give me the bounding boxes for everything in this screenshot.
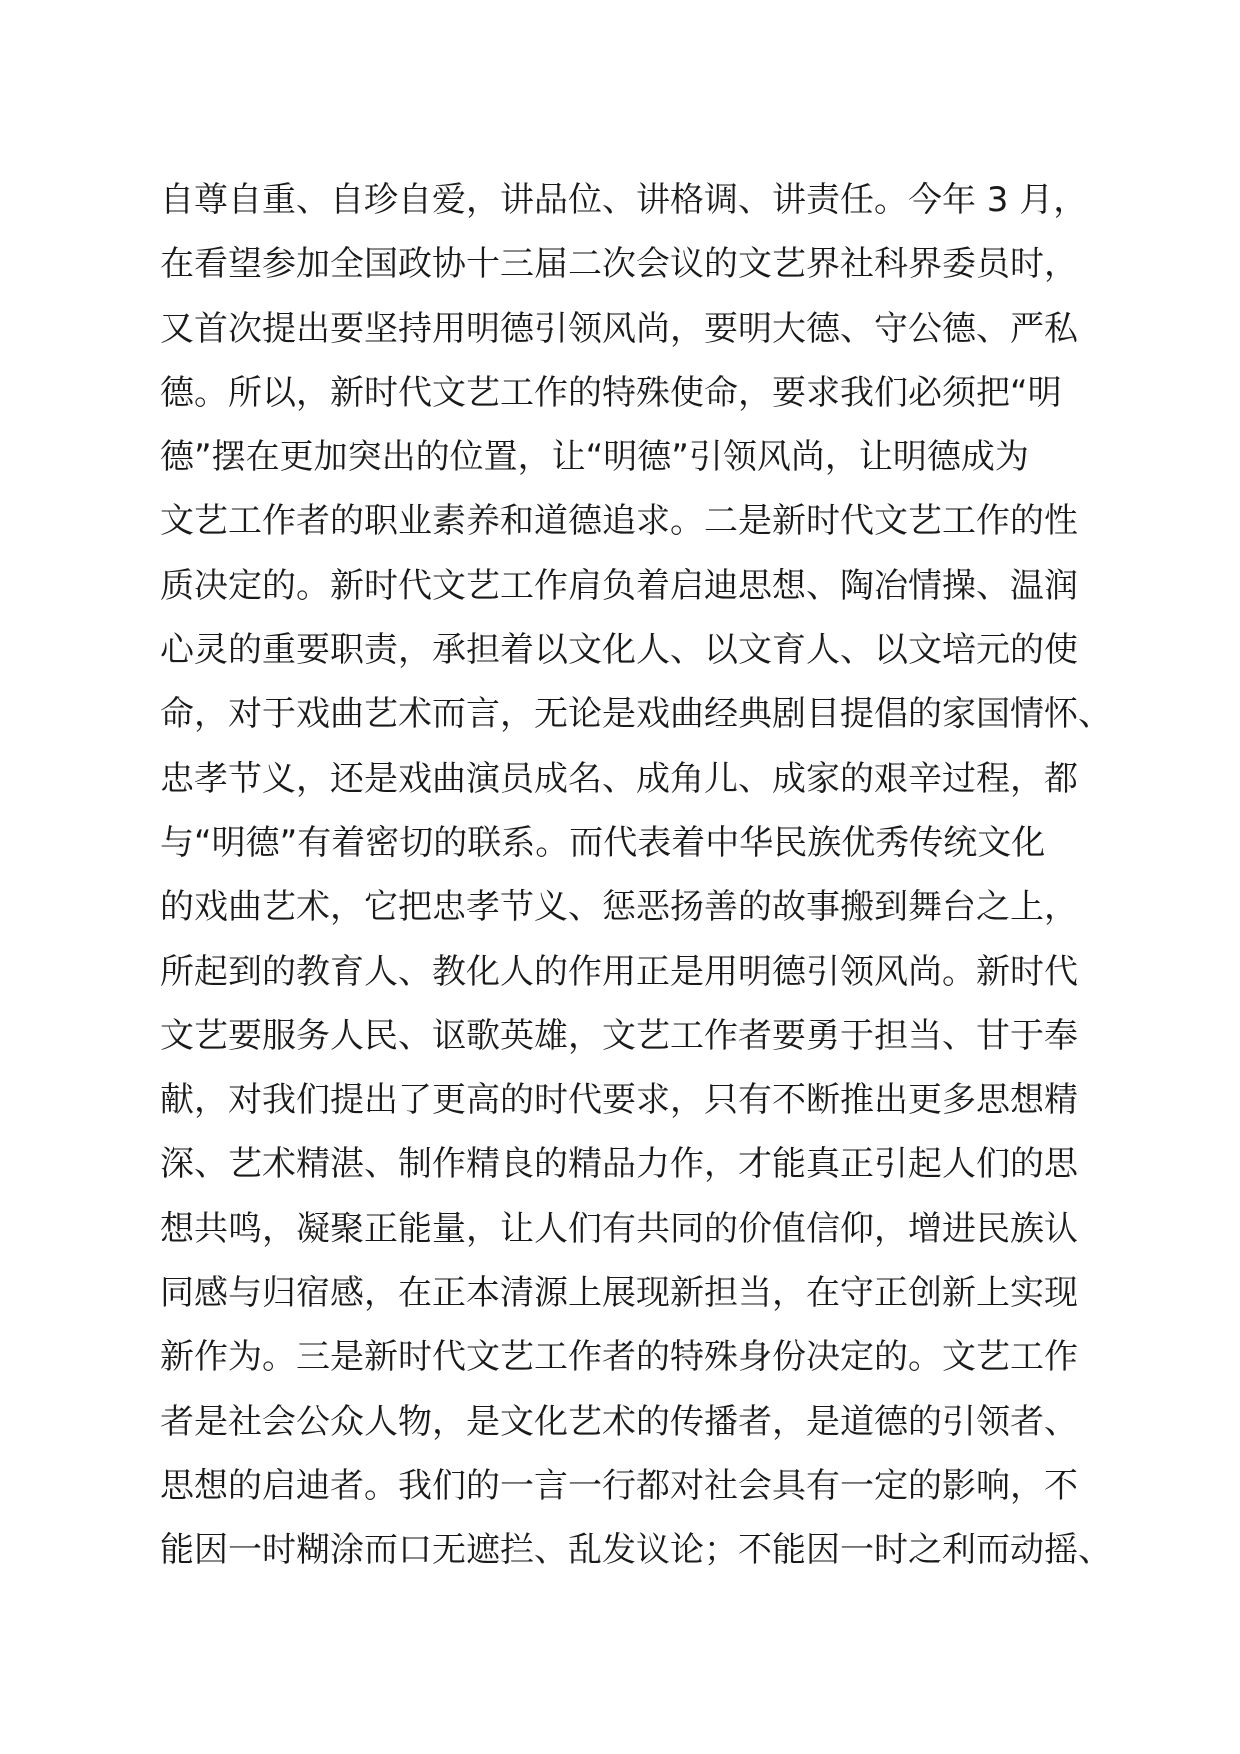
text-line: 者是社会公众人物，是文化艺术的传播者，是道德的引领者、 xyxy=(160,1401,1078,1442)
text-line: 心灵的重要职责，承担着以文化人、以文育人、以文培元的使 xyxy=(160,630,1078,671)
text-line: 献，对我们提出了更高的时代要求，只有不断推出更多思想精 xyxy=(160,1080,1078,1121)
text-line: 与“明德”有着密切的联系。而代表着中华民族优秀传统文化 xyxy=(160,822,1046,863)
text-line: 深、艺术精湛、制作精良的精品力作，才能真正引起人们的思 xyxy=(160,1144,1078,1185)
text-line: 自尊自重、自珍自爱，讲品位、讲格调、讲责任。今年 3 月， xyxy=(160,180,1088,220)
text-line: 的戏曲艺术，它把忠孝节义、惩恶扬善的故事搬到舞台之上， xyxy=(160,887,1078,928)
text-line: 忠孝节义，还是戏曲演员成名、成角儿、成家的艰辛过程，都 xyxy=(160,758,1078,799)
text-line: 想共鸣，凝聚正能量，让人们有共同的价值信仰，增进民族认 xyxy=(160,1208,1078,1249)
text-line: 思想的启迪者。我们的一言一行都对社会具有一定的影响，不 xyxy=(160,1465,1078,1506)
text-line: 又首次提出要坚持用明德引领风尚，要明大德、守公德、严私 xyxy=(160,308,1078,349)
text-line: 在看望参加全国政协十三届二次会议的文艺界社科界委员时， xyxy=(160,244,1078,285)
text-line: 同感与归宿感，在正本清源上展现新担当，在守正创新上实现 xyxy=(160,1273,1078,1314)
text-line: 命，对于戏曲艺术而言，无论是戏曲经典剧目提倡的家国情怀、 xyxy=(160,694,1112,735)
text-line: 德”摆在更加突出的位置，让“明德”引领风尚，让明德成为 xyxy=(160,437,1029,478)
text-line: 所起到的教育人、教化人的作用正是用明德引领风尚。新时代 xyxy=(160,951,1078,992)
text-line: 德。所以，新时代文艺工作的特殊使命，要求我们必须把“明 xyxy=(160,372,1062,413)
text-line: 质决定的。新时代文艺工作肩负着启迪思想、陶冶情操、温润 xyxy=(160,565,1078,606)
body-text xyxy=(160,168,1112,1583)
text-line: 能因一时糊涂而口无遮拦、乱发议论；不能因一时之利而动摇、 xyxy=(160,1530,1112,1571)
text-line: 文艺要服务人民、讴歌英雄，文艺工作者要勇于担当、甘于奉 xyxy=(160,1015,1078,1056)
text-line: 新作为。三是新时代文艺工作者的特殊身份决定的。文艺工作 xyxy=(160,1337,1078,1378)
text-line: 文艺工作者的职业素养和道德追求。二是新时代文艺工作的性 xyxy=(160,501,1078,542)
